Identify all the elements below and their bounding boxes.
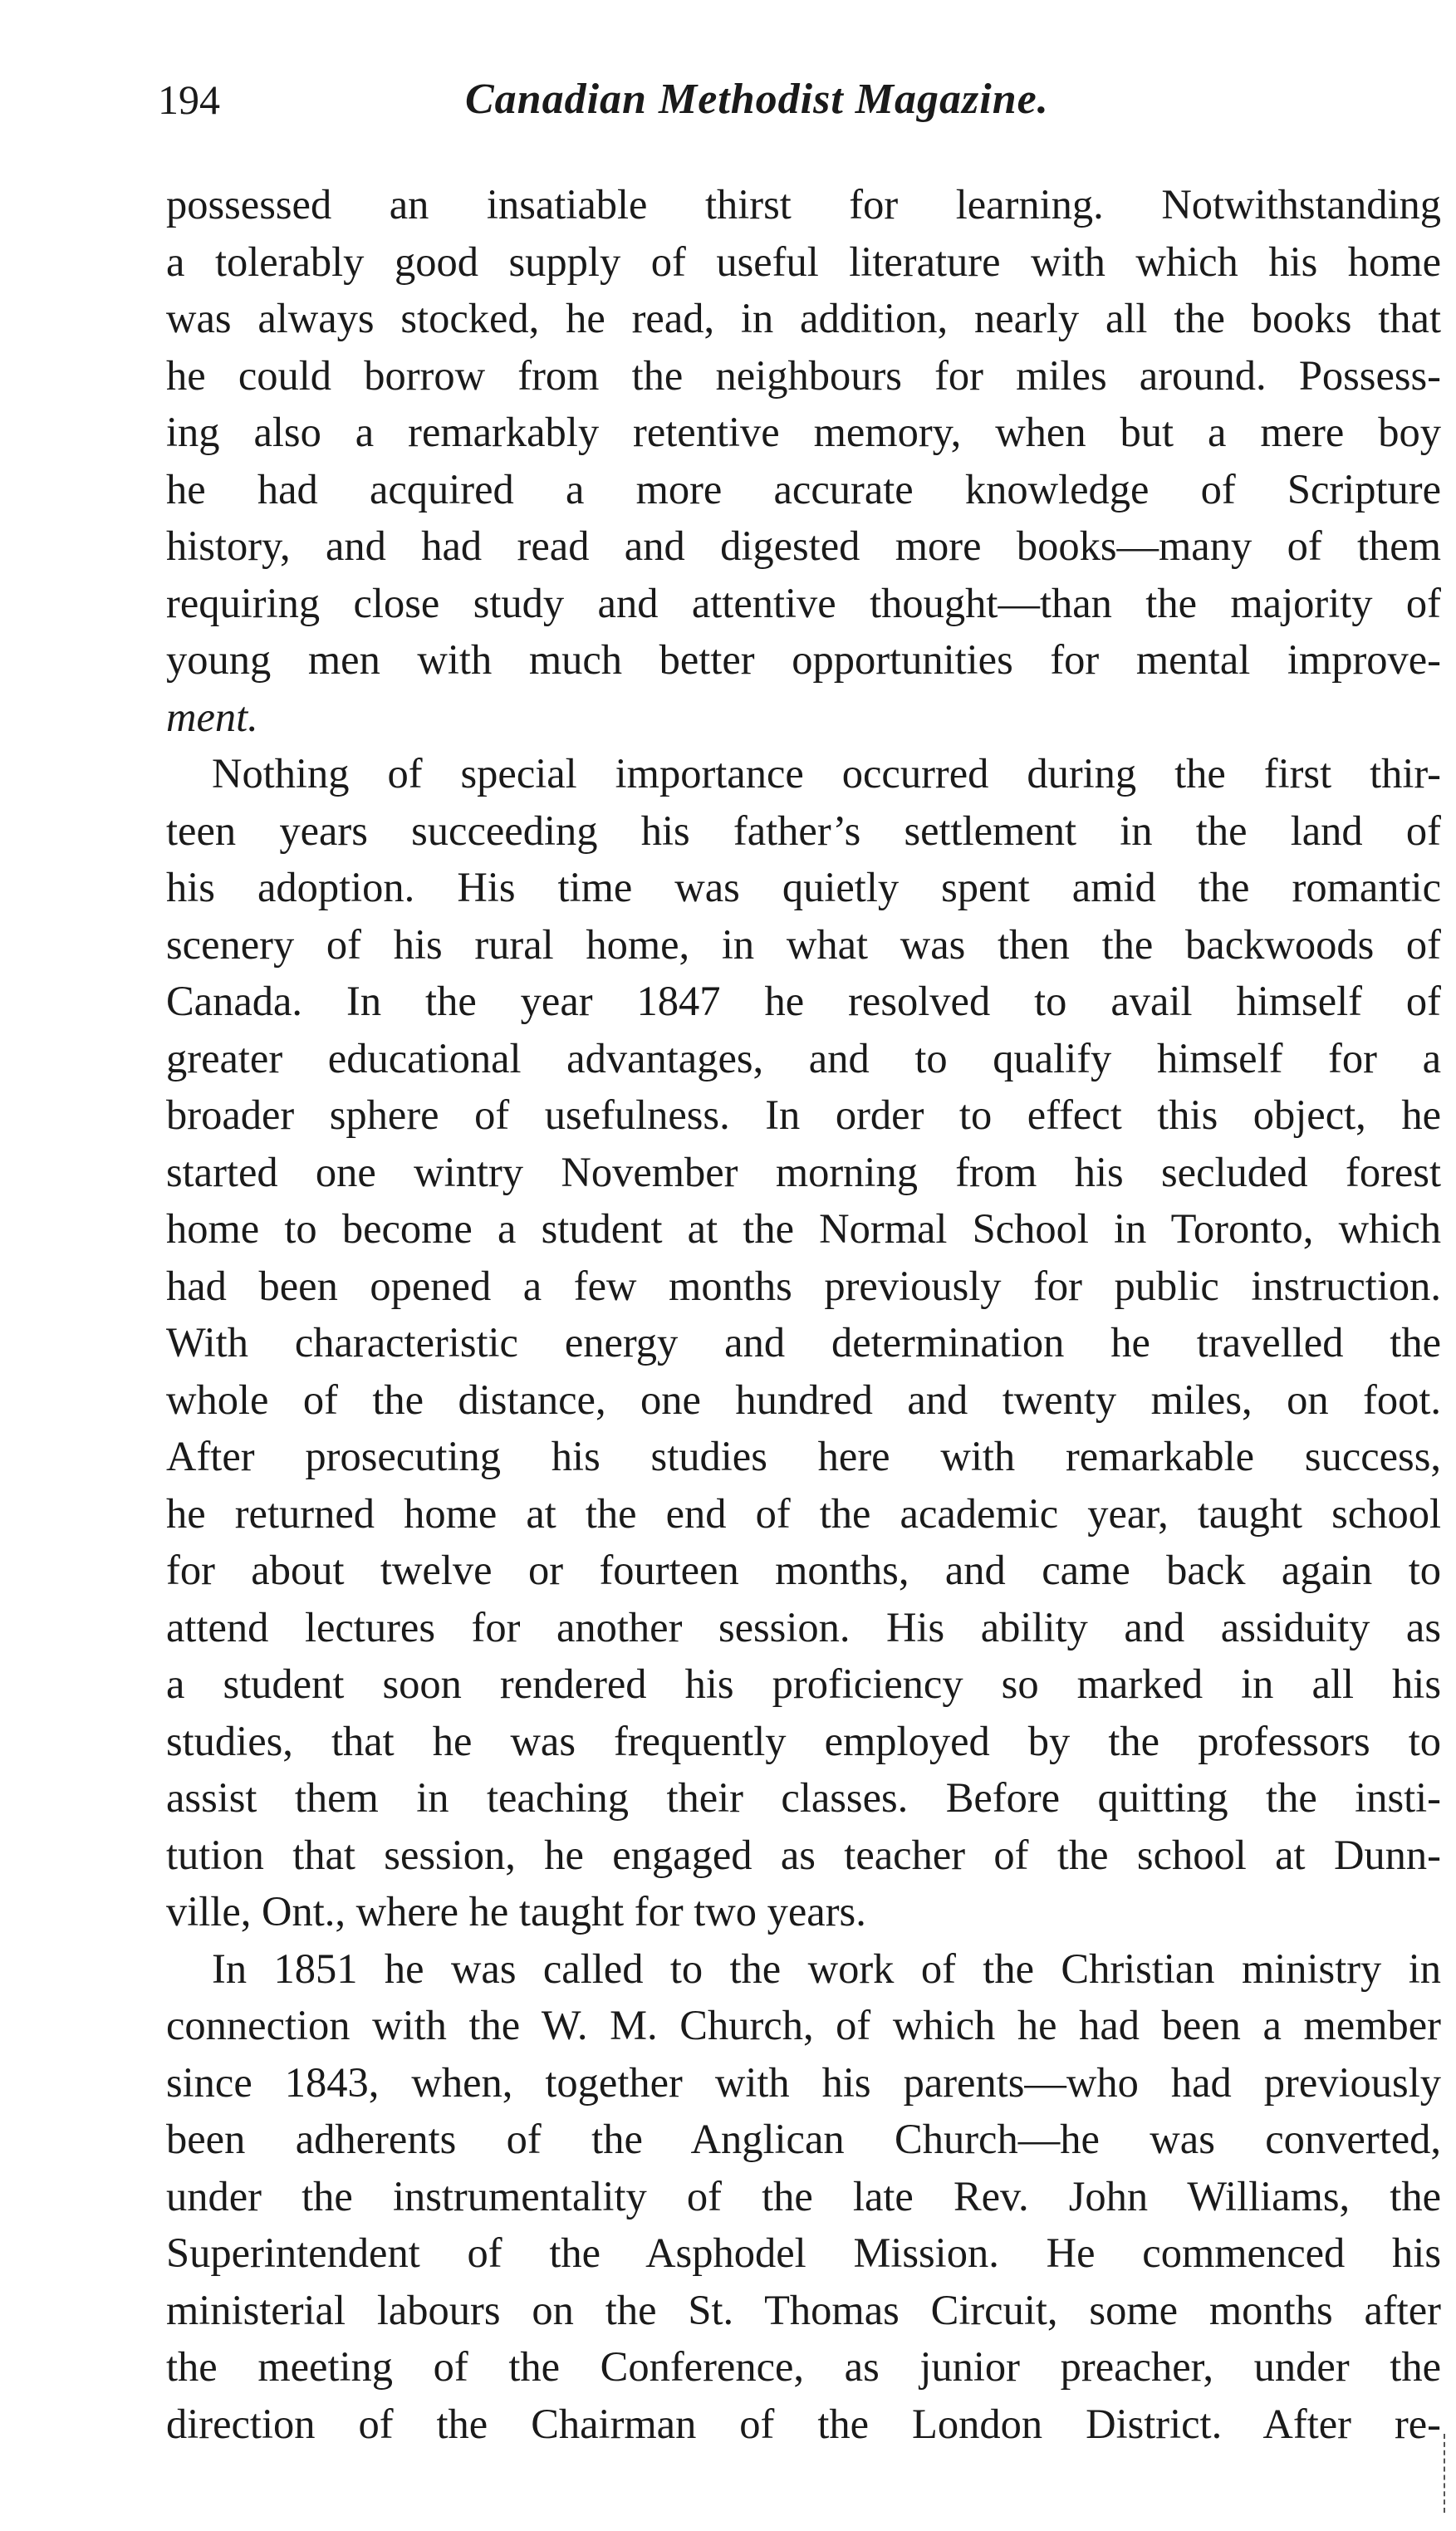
text-line: since 1843, when, together with his parents—who had previously <box>166 2058 1441 2106</box>
text-line: Canada. In the year 1847 he resolved to avail himself of <box>166 978 1441 1024</box>
text-line: studies, that he was frequently employed by the professors to <box>166 1717 1441 1764</box>
text-line: tution that session, he engaged as teacher of the school at Dunn- <box>166 1831 1441 1878</box>
page-number: 194 <box>158 76 220 123</box>
text-line: home to become a student at the Normal School in Toronto, which <box>166 1205 1441 1252</box>
page-header <box>158 75 1287 141</box>
text-line: teen years succeeding his father’s settlement in the land of <box>166 807 1441 854</box>
text-line: Superintendent of the Asphodel Mission. He commenced his <box>166 2229 1441 2276</box>
text-line: his adoption. His time was quietly spent amid the romantic <box>166 864 1441 910</box>
text-line: under the instrumentality of the late Rev. John Williams, the <box>166 2172 1441 2220</box>
text-line: broader sphere of usefulness. In order to effect this object, he <box>166 1091 1441 1138</box>
text-line: greater educational advantages, and to qualify himself for a <box>166 1034 1441 1082</box>
text-line: In 1851 he was called to the work of the Christian ministry in <box>212 1945 1441 1992</box>
text-line: With characteristic energy and determination he travelled the <box>166 1319 1441 1366</box>
running-title: Canadian Methodist Magazine. <box>465 76 1049 123</box>
paragraph-2 <box>166 745 1441 1940</box>
text-line: ville, Ont., where he taught for two years. <box>166 1888 866 1935</box>
text-line: had been opened a few months previously for public instruction. <box>166 1262 1441 1309</box>
text-line: ministerial labours on the St. Thomas Circuit, some months after <box>166 2286 1441 2333</box>
text-line: ing also a remarkably retentive memory, when but a mere boy <box>166 409 1441 455</box>
text-line: Nothing of special importance occurred during the first thir- <box>212 750 1441 797</box>
text-line: a tolerably good supply of useful literature with which his home <box>166 238 1441 285</box>
text-line: the meeting of the Conference, as junior preacher, under the <box>166 2343 1441 2390</box>
paragraph-1 <box>166 176 1441 745</box>
text-line: he returned home at the end of the academic year, taught school <box>166 1489 1441 1537</box>
text-line: connection with the W. M. Church, of which he had been a member <box>166 2002 1441 2048</box>
text-line: a student soon rendered his proficiency so marked in all his <box>166 1660 1441 1707</box>
text-line: possessed an insatiable thirst for learning. Notwithstanding <box>166 181 1441 228</box>
text-line: ment. <box>166 693 258 740</box>
text-line: assist them in teaching their classes. Before quitting the insti- <box>166 1774 1441 1821</box>
text-line: started one wintry November morning from his secluded forest <box>166 1148 1441 1195</box>
text-line: he had acquired a more accurate knowledge of Scripture <box>166 465 1441 513</box>
scan-margin-mark <box>1444 2434 1448 2513</box>
text-line: scenery of his rural home, in what was then the backwoods of <box>166 920 1441 968</box>
text-line: young men with much better opportunities for mental improve- <box>166 636 1441 683</box>
text-line: After prosecuting his studies here with remarkable success, <box>166 1433 1441 1479</box>
text-line: requiring close study and attentive thought—than the majority of <box>166 579 1441 626</box>
text-line: for about twelve or fourteen months, and came back again to <box>166 1547 1441 1593</box>
text-line: direction of the Chairman of the London District. After re- <box>166 2400 1441 2447</box>
paragraph-3 <box>166 1940 1441 2453</box>
text-line: attend lectures for another session. His ability and assiduity as <box>166 1603 1441 1651</box>
text-line: whole of the distance, one hundred and twenty miles, on foot. <box>166 1376 1441 1423</box>
text-line: he could borrow from the neighbours for miles around. Possess- <box>166 351 1441 399</box>
text-line: been adherents of the Anglican Church—he was converted, <box>166 2116 1441 2162</box>
text-line: history, and had read and digested more books—many of them <box>166 522 1441 569</box>
body-text <box>166 176 1441 2452</box>
text-line: was always stocked, he read, in addition, nearly all the books that <box>166 295 1441 341</box>
